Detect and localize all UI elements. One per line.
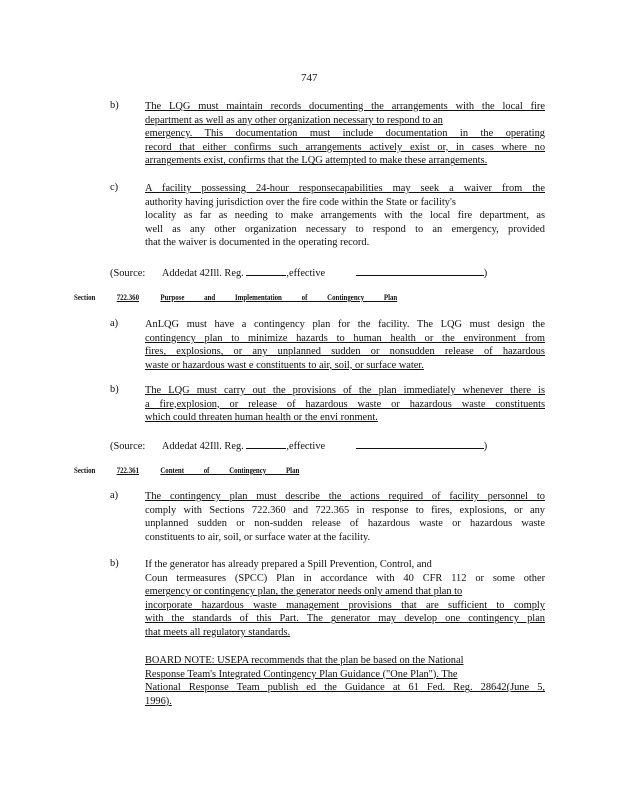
line-text: comply with Sections 722.360 and 722.365 in response to fires, explosions, or any [145,504,545,516]
text-line [145,585,545,599]
item-label: c) [110,182,119,193]
line-text: National Response Team publish ed the Guidance at 61 Fed. Reg. 28642(June 5, [145,682,545,694]
text-line [145,318,545,332]
section-heading [74,293,397,302]
page-number: 747 [301,72,318,84]
line-text: 1996). [145,695,172,707]
line-text: locality as far as needing to make arrangements with the local fire department, as [145,210,546,222]
line-text: contingency plan to minimize hazards to human health or the environment from [145,332,545,344]
paragraph-contingency-plan [145,318,545,372]
text-line [145,359,545,373]
line-text: that the waiver is documented in the operating record. [145,237,370,249]
paragraph-records-arrangements [145,100,545,168]
section-number: 722.361 [116,466,140,475]
line-text: BOARD NOTE: USEPA recommends that the plan be based on the National [145,655,464,666]
source-effective: ,effective [286,268,326,279]
line-text: a fire,explosion, or release of hazardous waste or hazardous waste constituents [145,398,546,410]
section-word: Section [74,466,96,475]
text-line [145,209,545,223]
source-note [110,265,487,279]
source-blank [356,265,484,276]
line-text: constituents to air, soil, or surface water at the facility. [145,531,371,543]
line-text: AnLQG must have a contingency plan for the facility. The LQG must design the [145,319,545,330]
item-label: b) [110,558,119,569]
item-label: a) [110,318,119,329]
text-line [145,196,545,210]
line-text: The contingency plan must describe the actions required of facility personnel to [145,491,545,502]
source-close: ) [483,268,488,279]
line-text: The LQG must carry out the provisions of the plan immediately whenever there is [145,385,545,396]
section-number: 722.360 [116,293,140,302]
text-line [145,127,545,141]
text-line [145,384,545,398]
source-amended: Addedat 42Ill. Reg. [161,441,244,452]
line-text: incorporate hazardous waste management provisions that are sufficient to comply [145,599,545,611]
source-effective: ,effective [286,441,326,452]
board-note [145,654,545,708]
text-line [145,114,545,128]
section-heading [74,466,299,475]
source-close: ) [483,441,488,452]
text-line [145,100,545,114]
text-line [145,626,545,640]
line-text: that meets all regulatory standards. [145,626,291,638]
text-line [145,398,545,412]
text-line [145,223,545,237]
source-blank [356,438,484,449]
line-text: The LQG must maintain records documenting the arrangements with the local fire [145,101,545,112]
line-text: waste or hazardous wast e constituents to air, soil, or surface water. [145,359,424,371]
paragraph-carry-out [145,384,545,425]
text-line [145,141,545,155]
line-text: which could threaten human health or the envi ronment. [145,412,378,424]
text-line [145,332,545,346]
line-text: Response Team's Integrated Contingency Plan Guidance ("One Plan"). The [145,668,458,680]
text-line [145,558,545,572]
source-blank [246,438,286,449]
source-note [110,438,487,452]
text-line [145,612,545,626]
text-line [145,572,545,586]
line-text: record that either confirms such arrangements actively exist or, in cases where no [145,141,546,153]
line-text: department as well as any other organization necessary to respond to an [145,114,443,126]
text-line [145,411,545,425]
text-line [145,490,545,504]
text-line [145,668,545,682]
text-line [145,599,545,613]
line-text: Coun termeasures (SPCC) Plan in accordance with 40 CFR 112 or some other [145,572,546,584]
source-blank [246,265,286,276]
line-text: arrangements exist, confirms that the LQG attempted to make these arrangements. [145,155,488,167]
text-line [145,531,545,545]
line-text: authority having jurisdiction over the fire code within the State or facility's [145,196,456,208]
paragraph-spcc-plan [145,558,545,640]
item-label: b) [110,384,119,395]
line-text: emergency or contingency plan, the generator needs only amend that plan to [145,586,463,598]
text-line [145,236,545,250]
paragraph-waiver [145,182,545,250]
line-text: well as any other organization necessary to respond to an emergency, provided [145,223,545,235]
text-line [145,504,545,518]
text-line [145,681,545,695]
source-open: (Source: [110,268,146,279]
source-open: (Source: [110,441,146,452]
text-line [145,695,545,709]
text-line [145,182,545,196]
section-word: Section [74,293,96,302]
line-text: fires, explosions, or any unplanned sudden or nonsudden release of hazardous [145,346,545,358]
item-label: b) [110,100,119,111]
line-text: unplanned sudden or non-sudden release of hazardous waste or hazardous waste [145,518,546,530]
line-text: with the standards of this Part. The generator may develop one contingency plan [145,613,545,625]
text-line [145,154,545,168]
text-line [145,345,545,359]
source-amended: Addedat 42Ill. Reg. [161,268,244,279]
text-line [145,654,545,668]
section-title: Purpose and Implementation of Contingency Plan [160,293,398,302]
paragraph-describe-actions [145,490,545,544]
item-label: a) [110,490,119,501]
line-text: A facility possessing 24-hour responsecapabilities may seek a waiver from the [145,183,545,194]
line-text: If the generator has already prepared a Spill Prevention, Control, and [145,559,432,570]
line-text: emergency. This documentation must include documentation in the operating [145,128,545,140]
section-title: Content of Contingency Plan [160,466,300,475]
text-line [145,517,545,531]
